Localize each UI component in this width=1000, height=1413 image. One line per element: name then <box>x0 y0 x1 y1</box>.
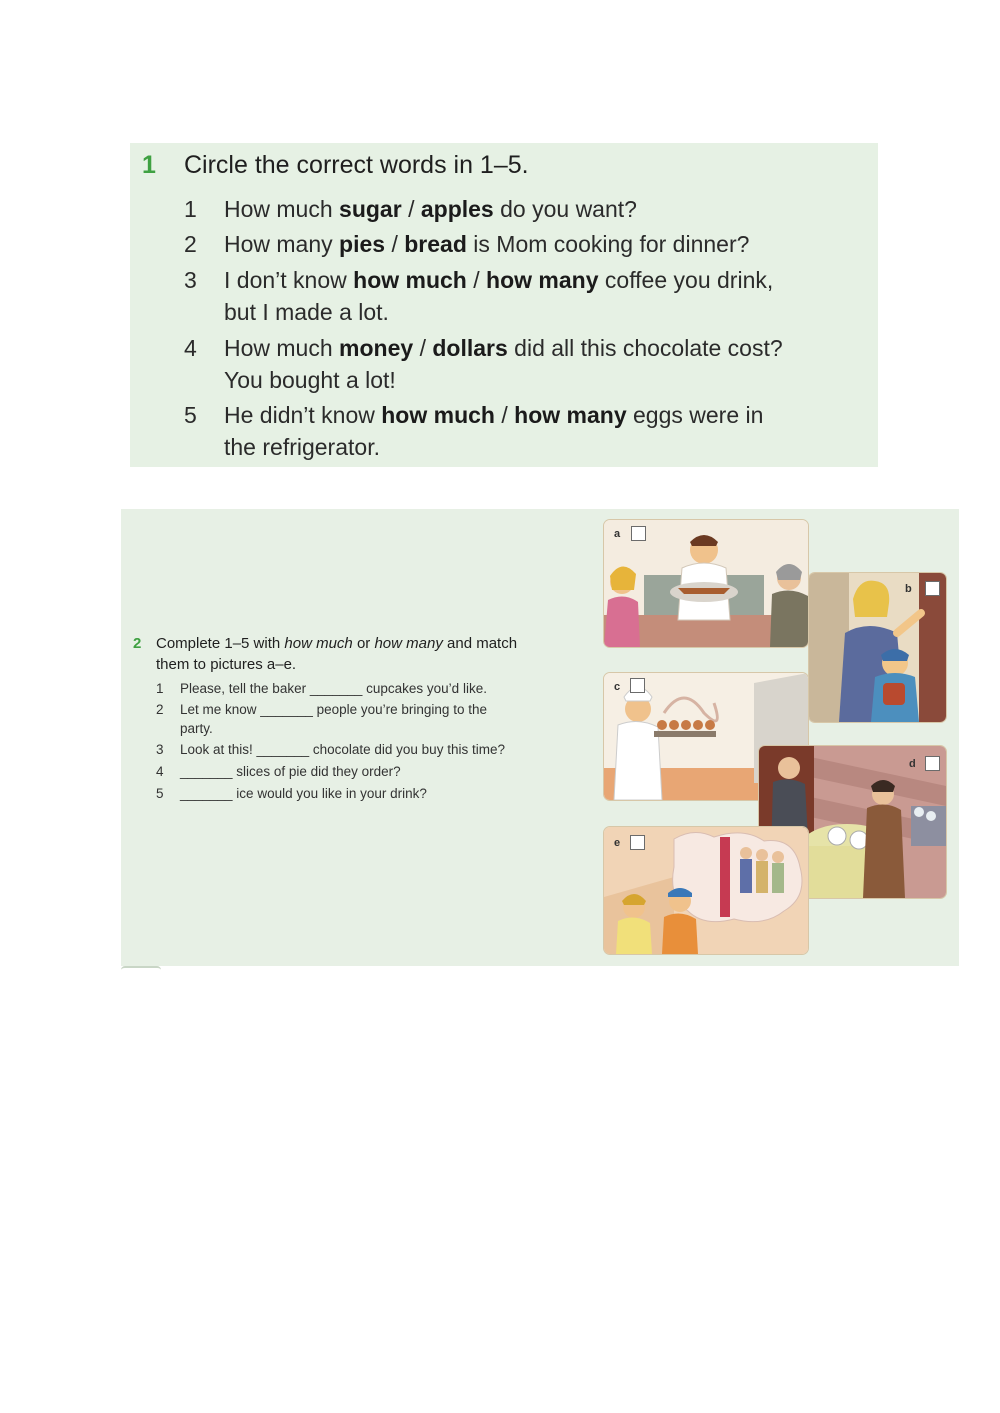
exercise-1-item-2 <box>184 228 874 260</box>
item-text: eggs were in <box>626 402 764 428</box>
item-number: 4 <box>156 764 164 779</box>
item-text: I don’t know <box>224 267 354 293</box>
exercise-1-item-1 <box>184 193 874 225</box>
option-word[interactable]: pies <box>339 231 386 257</box>
item-text: _______ slices of pie did they order? <box>180 764 401 779</box>
exercise-2-item-2[interactable] <box>156 700 576 738</box>
exercise-2-item-5[interactable] <box>156 784 576 803</box>
exercise-1-item-4 <box>184 332 874 396</box>
picture-a-label: a <box>614 528 621 540</box>
item-continuation: but I made a lot. <box>224 299 389 325</box>
picture-e-answer-box[interactable] <box>630 835 645 850</box>
option-word[interactable]: money <box>339 335 414 361</box>
picture-d-label: d <box>909 758 916 770</box>
option-word[interactable]: how many <box>514 402 627 428</box>
option-word[interactable]: sugar <box>339 196 402 222</box>
item-text: do you want? <box>493 196 637 222</box>
picture-c-label: c <box>614 681 621 693</box>
exercise-2-item-3[interactable] <box>156 740 576 759</box>
picture-a-answer-box[interactable] <box>631 526 646 541</box>
exercise-1-number: 1 <box>142 151 156 179</box>
item-text: coffee you drink, <box>598 267 774 293</box>
item-number: 2 <box>184 231 197 257</box>
item-number: 4 <box>184 335 197 361</box>
exercise-1-title: Circle the correct words in 1–5. <box>184 151 529 179</box>
item-number: 5 <box>184 402 197 428</box>
item-text: / <box>413 335 433 361</box>
item-continuation: party. <box>180 721 213 736</box>
exercise-1-item-3 <box>184 264 874 328</box>
item-text: How much <box>224 335 340 361</box>
item-continuation: the refrigerator. <box>224 434 380 460</box>
exercise-1-panel <box>130 143 878 467</box>
item-number: 2 <box>156 702 164 717</box>
exercise-2-title-emphasis: how many <box>374 635 443 652</box>
picture-b-label: b <box>905 583 912 595</box>
picture-b-answer-box[interactable] <box>925 581 940 596</box>
option-word[interactable]: bread <box>404 231 467 257</box>
item-text: / <box>385 231 405 257</box>
item-text: How many <box>224 231 340 257</box>
option-word[interactable]: how much <box>353 267 467 293</box>
item-text: How much <box>224 196 340 222</box>
picture-b <box>808 572 947 723</box>
item-text: Let me know _______ people you’re bringing to the <box>180 702 487 717</box>
picture-e-label: e <box>614 837 621 849</box>
exercise-1-item-5 <box>184 399 874 463</box>
item-text: Look at this! _______ chocolate did you buy this time? <box>180 742 505 757</box>
item-number: 1 <box>156 681 164 696</box>
exercise-2-item-4[interactable] <box>156 762 576 781</box>
exercise-2-title: and match <box>442 635 518 652</box>
exercise-2-heading <box>133 633 583 675</box>
item-text: / <box>466 267 487 293</box>
picture-d-answer-box[interactable] <box>925 756 940 771</box>
picture-a <box>603 519 809 648</box>
picture-c-answer-box[interactable] <box>630 678 645 693</box>
picture-e <box>603 826 809 955</box>
item-text: is Mom cooking for dinner? <box>466 231 750 257</box>
item-number: 3 <box>184 267 197 293</box>
exercise-1-heading <box>142 151 529 180</box>
item-text: / <box>494 402 515 428</box>
exercise-2-number: 2 <box>133 635 142 652</box>
item-text: _______ ice would you like in your drink? <box>180 786 427 801</box>
item-number: 1 <box>184 196 197 222</box>
option-word[interactable]: apples <box>420 196 494 222</box>
option-word[interactable]: dollars <box>432 335 508 361</box>
exercise-2-title-continuation: them to pictures a–e. <box>156 656 297 673</box>
option-word[interactable]: how much <box>381 402 495 428</box>
item-number: 3 <box>156 742 164 757</box>
item-text: / <box>401 196 421 222</box>
item-number: 5 <box>156 786 164 801</box>
item-text: Please, tell the baker _______ cupcakes you’d like. <box>180 681 487 696</box>
item-text: did all this chocolate cost? <box>507 335 783 361</box>
option-word[interactable]: how many <box>486 267 599 293</box>
item-text: He didn’t know <box>224 402 382 428</box>
exercise-2-title-emphasis: how much <box>284 635 353 652</box>
exercise-2-title: or <box>352 635 375 652</box>
exercise-2-title: Complete 1–5 with <box>156 635 285 652</box>
panel-tab-edge <box>121 966 161 973</box>
exercise-2-item-1[interactable] <box>156 679 576 698</box>
item-continuation: You bought a lot! <box>224 367 396 393</box>
